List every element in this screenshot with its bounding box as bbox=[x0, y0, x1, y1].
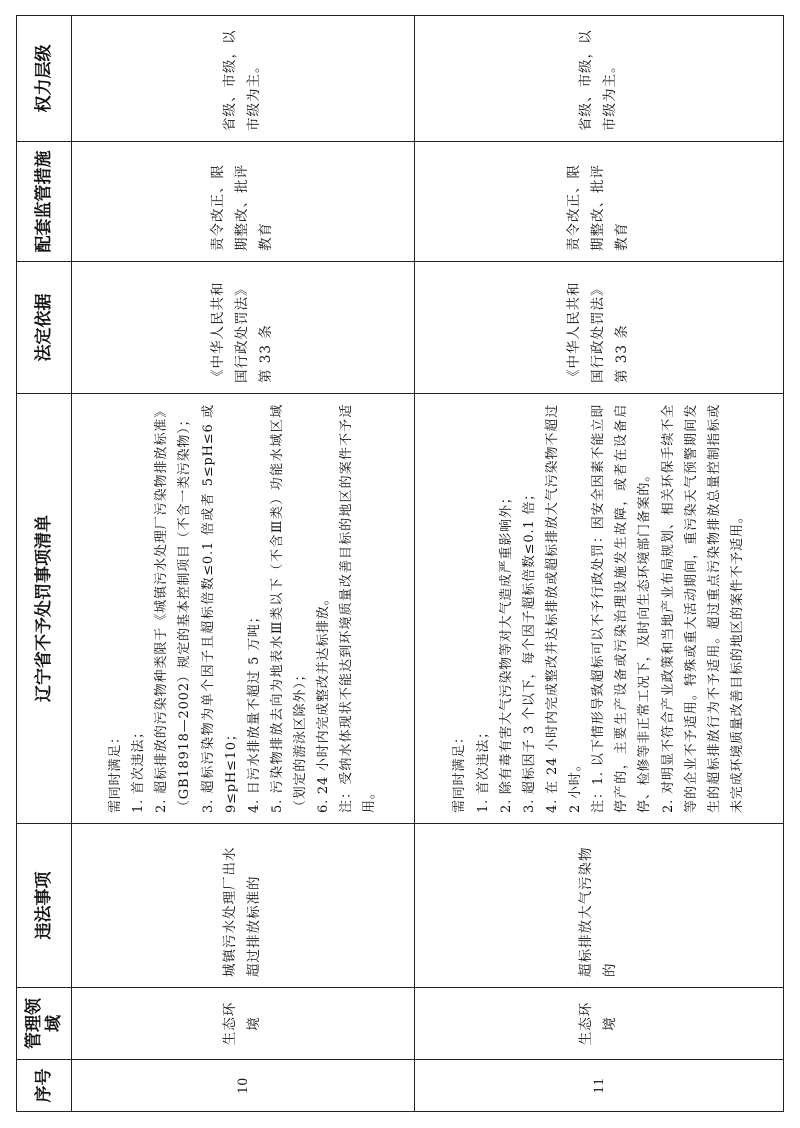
header-list: 辽宁省不予处罚事项清单 bbox=[17, 394, 72, 824]
row-conditions bbox=[72, 394, 415, 824]
row-domain: 生态环境 bbox=[414, 988, 783, 1060]
condition-line: 2. 超标排放的污染物种类限于《城镇污水处理厂污染物排放标准》（GB18918—2002）规定的基本控制项目（不含一类污染物）； bbox=[154, 404, 193, 813]
row-basis: 《中华人民共和国行政处罚法》第 33 条 bbox=[72, 262, 415, 394]
row-level: 省级、市级，以市级为主。 bbox=[72, 16, 415, 142]
condition-line: 需同时满足： bbox=[452, 730, 468, 813]
table-row-10 bbox=[72, 16, 415, 1112]
penalty-exemption-table bbox=[16, 15, 784, 1112]
row-basis: 《中华人民共和国行政处罚法》第 33 条 bbox=[414, 262, 783, 394]
row-measures: 责令改正、限期整改、批评教育 bbox=[72, 142, 415, 262]
header-violation: 违法事项 bbox=[17, 824, 72, 988]
condition-line: 3. 超标污染物为单个因子且超标倍数≤0.1 倍或者 5≤pH≤6 或 9≤pH≤10； bbox=[200, 404, 239, 813]
header-row bbox=[17, 16, 72, 1112]
header-level: 权力层级 bbox=[17, 16, 72, 142]
row-violation: 超标排放大气污染物的 bbox=[414, 824, 783, 988]
condition-note: 注：受纳水体现状不能达到环境质量改善目标的地区的案件不予适用。 bbox=[339, 404, 378, 813]
condition-line: 需同时满足： bbox=[108, 730, 124, 813]
condition-line: 5. 污染物排放去向为地表水Ⅲ类以下（不含Ⅲ类）功能水域区域（划定的游泳区除外）； bbox=[269, 404, 309, 813]
header-measures: 配套监管措施 bbox=[17, 142, 72, 262]
condition-line: 1. 首次违法； bbox=[131, 725, 147, 813]
header-seq: 序号 bbox=[17, 1060, 72, 1112]
condition-note: 注：1. 以下情形导致超标可以不予行政处罚：因安全因素不能立即停产的，主要生产设备或污染治理设施发生故障，或者在设备启停、检修等非正常工况下，及时向生态环境部门备案的。 bbox=[591, 404, 653, 813]
row-domain: 生态环境 bbox=[72, 988, 415, 1060]
header-domain: 管理领域 bbox=[17, 988, 72, 1060]
condition-line: 4. 日污水排放量不超过 5 万吨； bbox=[246, 609, 262, 813]
row-seq: 10 bbox=[72, 1060, 415, 1112]
condition-line: 3. 超标因子 3 个以下，每个因子超标倍数≤0.1 倍； bbox=[521, 487, 537, 813]
condition-line: 4. 在 24 小时内完成整改并达标排放或超标排放大气污染物不超过 2 小时。 bbox=[544, 404, 584, 813]
row-conditions bbox=[414, 394, 783, 824]
condition-line: 1. 首次违法； bbox=[475, 725, 491, 813]
row-level: 省级、市级，以市级为主。 bbox=[414, 16, 783, 142]
row-violation: 城镇污水处理厂出水超过排放标准的 bbox=[72, 824, 415, 988]
table-row-11 bbox=[414, 16, 783, 1112]
row-measures: 责令改正、限期整改、批评教育 bbox=[414, 142, 783, 262]
condition-note: 2. 对明显不符合产业政策和当地产业布局规划、相关环保手续不全等的企业不予适用。特殊或重大活动期间，重污染天气预警期间发生的超标排放行为不予适用。超过重点污染物排放总量控制指标或未完成环境质量改善目标的地区的案件不予适用。 bbox=[660, 404, 745, 813]
condition-line: 6. 24 小时内完成整改并达标排放。 bbox=[316, 591, 332, 813]
row-seq: 11 bbox=[414, 1060, 783, 1112]
condition-line: 2. 除有毒有害大气污染物等对大气造成严重影响外； bbox=[498, 490, 514, 813]
header-basis: 法定依据 bbox=[17, 262, 72, 394]
